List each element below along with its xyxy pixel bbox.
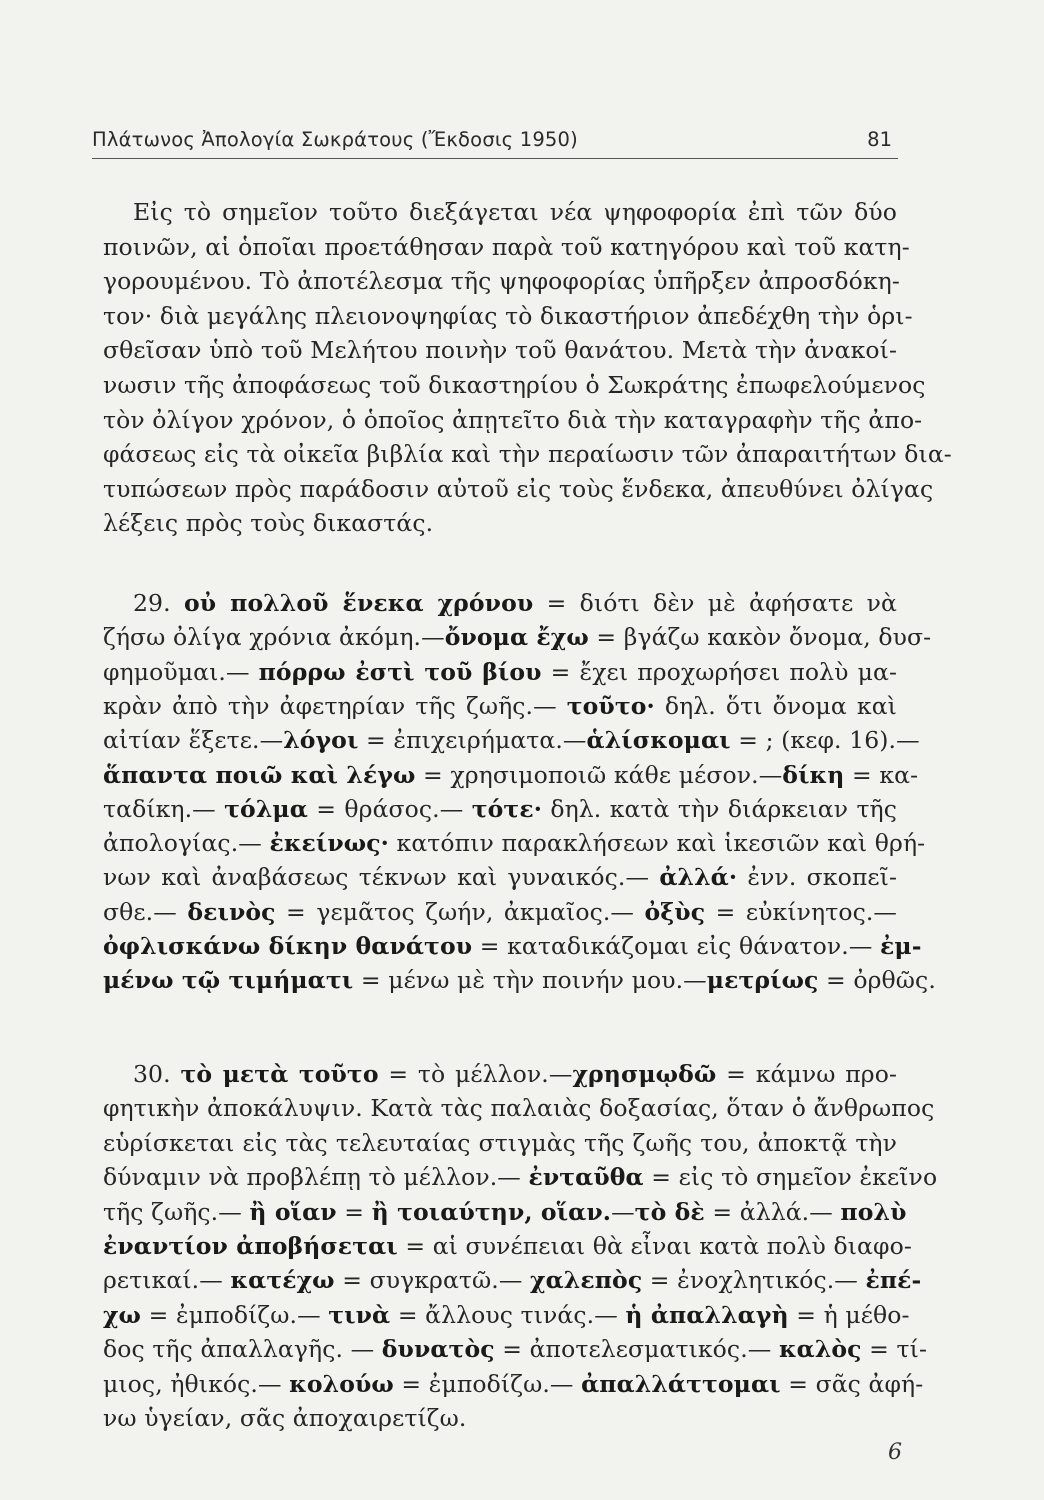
text-run: δύναμιν νὰ προβλέπῃ τὸ μέλλον.—	[103, 1163, 529, 1192]
text-run: = τί-	[861, 1335, 927, 1364]
text-run: λέξεις πρὸς τοὺς δικαστάς.	[103, 509, 434, 538]
text-run: = εὐκίνητος.—	[705, 897, 898, 926]
text-run: = ; (κεφ. 16).—	[730, 726, 920, 755]
text-run: εὑρίσκεται εἰς τὰς τελευταίας στιγμὰς τῆς ζωῆς του, ἀποκτᾷ τὴν	[103, 1128, 897, 1157]
text-run: = ὀρθῶς.	[818, 966, 936, 995]
glossary-term: χρησμῳδῶ	[572, 1060, 717, 1088]
text-run: = ἐμποδίζω.—	[393, 1369, 582, 1398]
text-run: νωσιν τῆς ἀποφάσεως τοῦ δικαστηρίου ὁ Σωκράτης ἐπωφελούμενος	[103, 371, 926, 399]
text-run: = διότι δὲν μὲ ἀφήσατε νὰ	[533, 589, 897, 617]
text-run: = ἔχει προχωρήσει πολὺ μα-	[541, 657, 897, 686]
note-section-30-line	[103, 1333, 927, 1365]
intro-paragraph-line	[103, 404, 923, 436]
glossary-term: ὀφλισκάνω δίκην θανάτου	[103, 932, 473, 960]
glossary-term: δεινὸς	[187, 897, 276, 926]
text-run: = σᾶς ἀφή-	[780, 1369, 924, 1398]
glossary-term: ἐναντίον ἀποβήσεται	[103, 1232, 398, 1260]
text-run: = θράσος.—	[307, 794, 472, 823]
note-section-30-line	[103, 1092, 935, 1124]
text-run: 30.	[133, 1060, 181, 1088]
glossary-term: ἀπαλλάττομαι	[581, 1369, 781, 1398]
text-run: = ἡ μέθο-	[788, 1300, 910, 1329]
note-section-30-line	[103, 1299, 910, 1331]
page-number: 81	[867, 128, 892, 151]
intro-paragraph-line	[103, 300, 913, 332]
text-run: ταδίκη.—	[103, 794, 225, 823]
note-section-30-line	[103, 1264, 922, 1296]
text-run: φημοῦμαι.—	[103, 657, 259, 686]
note-section-29-line	[103, 793, 897, 825]
text-run: δηλ. κατὰ τὴν διάρκειαν τῆς	[541, 794, 897, 823]
text-run: = συγκρατῶ.—	[334, 1266, 531, 1295]
note-section-30-line	[103, 1127, 897, 1159]
note-section-29-line	[103, 724, 920, 756]
header-title: Πλάτωνος Ἀπολογία Σωκράτους (Ἔκδοσις 1950)	[92, 128, 578, 151]
intro-paragraph-line	[133, 196, 897, 228]
text-run: Εἰς τὸ σημεῖον τοῦτο διεξάγεται νέα ψηφοφορία ἐπὶ τῶν δύο	[133, 198, 897, 226]
glossary-term: τὸ μετὰ τοῦτο	[180, 1060, 379, 1088]
intro-paragraph-line	[103, 265, 900, 297]
text-run: ζήσω ὀλίγα χρόνια ἀκόμη.—	[103, 623, 445, 652]
glossary-term: ἐκείνως·	[269, 829, 389, 858]
glossary-term: ἅπαντα ποιῶ καὶ λέγω	[103, 760, 416, 789]
intro-paragraph-line	[103, 231, 910, 263]
text-run: = γεμᾶτος ζωήν, ἀκμαῖος.—	[275, 897, 645, 926]
glossary-term: ἐνταῦθα	[528, 1163, 644, 1192]
signature-mark: 6	[888, 1440, 902, 1465]
text-run: φητικὴν ἀποκάλυψιν. Κατὰ τὰς παλαιὰς δοξασίας, ὅταν ὁ ἄνθρωπος	[103, 1094, 935, 1123]
text-run: αἰτίαν ἕξετε.—	[103, 726, 284, 755]
glossary-term: τὸ δὲ	[634, 1197, 705, 1226]
glossary-term: δυνατὸς	[381, 1335, 495, 1364]
text-run: ποινῶν, αἱ ὁποῖαι προετάθησαν παρὰ τοῦ κατηγόρου καὶ τοῦ κατη-	[103, 232, 910, 261]
text-run: = καταδικάζομαι εἰς θάνατον.—	[472, 932, 881, 960]
glossary-term: ἡ ἀπαλλαγὴ	[625, 1300, 789, 1329]
note-section-29-line	[103, 621, 932, 653]
glossary-term: τινὰ	[328, 1300, 391, 1329]
glossary-term: δίκη	[782, 760, 845, 789]
text-run: = εἰς τὸ σημεῖον ἐκεῖνο	[643, 1163, 938, 1192]
text-run: = τὸ μέλλον.—	[378, 1060, 573, 1088]
intro-paragraph-line	[103, 438, 952, 470]
text-run: = ἄλλους τινάς.—	[390, 1300, 626, 1329]
glossary-term: πολὺ	[840, 1197, 907, 1226]
text-run: = χρησιμοποιῶ κάθε μέσον.—	[415, 760, 783, 789]
note-section-29-line	[103, 827, 926, 859]
text-run: = ἀλλά.—	[704, 1197, 841, 1226]
text-run: μιος, ἠθικός.—	[103, 1369, 290, 1398]
text-run: 29.	[133, 589, 184, 617]
text-run: φάσεως εἰς τὰ οἰκεῖα βιβλία καὶ τὴν περαίωσιν τῶν ἀπαραιτήτων δια-	[103, 440, 952, 469]
text-run: ρετικαί.—	[103, 1266, 231, 1295]
intro-paragraph-line	[103, 507, 897, 539]
text-run: —	[611, 1197, 635, 1226]
text-run: = ἐμποδίζω.—	[141, 1300, 329, 1329]
note-section-30-line	[103, 1402, 897, 1434]
text-run: = κα-	[844, 760, 919, 789]
glossary-term: τόλμα	[224, 794, 308, 823]
note-section-30-line	[103, 1196, 907, 1228]
note-section-29-line	[103, 930, 922, 962]
glossary-term: τοῦτο·	[566, 691, 655, 720]
text-run: τὸν ὀλίγον χρόνον, ὁ ὁποῖος ἀπῃτεῖτο διὰ τὴν καταγραφὴν τῆς ἀπο-	[103, 405, 923, 434]
note-section-29-line	[103, 896, 897, 928]
glossary-term: χω	[103, 1300, 142, 1329]
note-section-30-line	[103, 1368, 924, 1400]
glossary-term: μένω τῷ τιμήματι	[103, 966, 354, 995]
text-run: ἐνν. σκοπεῖ-	[737, 863, 897, 892]
note-section-29-line	[103, 861, 897, 893]
glossary-term: τότε·	[471, 794, 542, 823]
note-section-30-line	[103, 1230, 912, 1262]
text-run: κρὰν ἀπὸ τὴν ἀφετηρίαν τῆς ζωῆς.—	[103, 691, 567, 720]
glossary-term: πόρρω ἐστὶ τοῦ βίου	[258, 657, 542, 686]
text-run: = ἀποτελεσματικός.—	[494, 1335, 779, 1364]
text-run: δηλ. ὅτι ὄνομα καὶ	[654, 691, 897, 720]
text-run: τῆς ζωῆς.—	[103, 1197, 250, 1226]
text-run: δος τῆς ἀπαλλαγῆς. —	[103, 1335, 382, 1364]
note-section-29-line	[133, 587, 897, 619]
glossary-term: ἀλλά·	[659, 863, 738, 892]
note-section-29-line	[103, 964, 936, 996]
text-run: = αἱ συνέπειαι θὰ εἶναι κατὰ πολὺ διαφο-	[397, 1232, 912, 1260]
text-run: = ἐπιχειρήματα.—	[358, 726, 587, 755]
text-run: κατόπιν παρακλήσεων καὶ ἱκεσιῶν καὶ θρή-	[388, 829, 926, 858]
glossary-term: ἐμ-	[880, 932, 922, 960]
note-section-30-line	[133, 1058, 897, 1090]
text-run: τον· διὰ μεγάλης πλειονοψηφίας τὸ δικαστήριον ἀπεδέχθη τὴν ὁρι-	[103, 301, 913, 330]
text-run: γορουμένου. Τὸ ἀποτέλεσμα τῆς ψηφοφορίας ὑπῆρξεν ἀπροσδόκη-	[103, 267, 900, 296]
intro-paragraph-line	[103, 369, 926, 401]
glossary-term: χαλεπὸς	[530, 1266, 643, 1295]
text-run: = κάμνω προ-	[716, 1060, 898, 1088]
glossary-term: καλὸς	[778, 1335, 862, 1364]
glossary-term: ἢ οἵαν	[249, 1197, 337, 1226]
text-run: = μένω μὲ τὴν ποινήν μου.—	[353, 966, 707, 995]
note-section-29-line	[103, 656, 897, 688]
note-section-30-line	[103, 1161, 938, 1193]
glossary-term: ἐπέ-	[865, 1266, 922, 1295]
text-run: νων καὶ ἀναβάσεως τέκνων καὶ γυναικός.—	[103, 863, 660, 892]
text-run: =	[336, 1197, 372, 1226]
glossary-term: οὐ πολλοῦ ἕνεκα χρόνου	[183, 589, 534, 617]
glossary-term: μετρίως	[706, 966, 819, 995]
text-run: = ἐνοχλητικός.—	[642, 1266, 866, 1295]
text-run: σθε.—	[103, 897, 188, 926]
glossary-term: κατέχω	[230, 1266, 335, 1295]
text-run: ἀπολογίας.—	[103, 829, 270, 858]
note-section-29-line	[103, 759, 919, 791]
glossary-term: ἢ τοιαύτην, οἵαν.	[371, 1197, 612, 1226]
glossary-term: λόγοι	[283, 726, 359, 755]
intro-paragraph-line	[103, 334, 897, 366]
text-run: τυπώσεων πρὸς παράδοσιν αὐτοῦ εἰς τοὺς ἕνδεκα, ἀπευθύνει ὀλίγας	[103, 474, 934, 503]
intro-paragraph-line	[103, 473, 934, 505]
text-run: = βγάζω κακὸν ὄνομα, δυσ-	[588, 623, 932, 652]
text-run: νω ὑγείαν, σᾶς ἀποχαιρετίζω.	[103, 1404, 467, 1432]
glossary-term: ὀξὺς	[644, 897, 706, 926]
note-section-29-line	[103, 690, 897, 722]
running-header	[92, 128, 898, 159]
text-run: σθεῖσαν ὑπὸ τοῦ Μελήτου ποινὴν τοῦ θανάτου. Μετὰ τὴν ἀνακοί-	[103, 336, 897, 365]
glossary-term: ἁλίσκομαι	[586, 726, 731, 755]
glossary-term: ὄνομα ἔχω	[444, 623, 589, 652]
glossary-term: κολούω	[289, 1369, 394, 1398]
